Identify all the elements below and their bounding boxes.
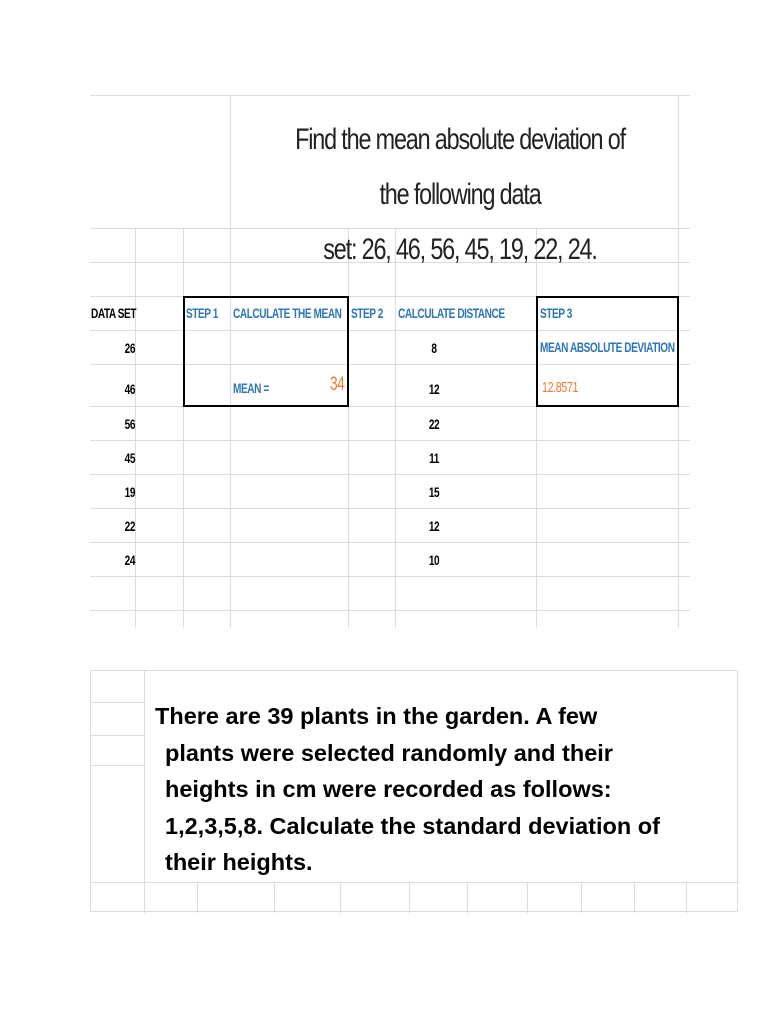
grid-line <box>91 735 144 736</box>
grid-line <box>340 882 341 913</box>
problem-line: There are 39 plants in the garden. A few <box>155 703 598 729</box>
grid-line <box>91 702 144 703</box>
data-value: 19 <box>124 484 135 500</box>
grid-line <box>90 95 690 96</box>
grid-line <box>197 882 198 913</box>
header-calculate-mean: CALCULATE THE MEAN <box>233 305 342 321</box>
grid-line <box>395 228 396 628</box>
data-value: 56 <box>124 416 135 432</box>
grid-line <box>686 882 687 913</box>
header-data-set: DATA SET <box>91 305 137 321</box>
grid-line <box>144 671 145 913</box>
header-step3: STEP 3 <box>540 305 572 321</box>
data-value: 22 <box>124 518 135 534</box>
distance-value: 15 <box>428 484 440 500</box>
title-line-2: set: 26, 46, 56, 45, 19, 22, 24. <box>323 233 597 266</box>
distance-value: 8 <box>431 340 437 356</box>
data-value: 26 <box>124 340 135 356</box>
grid-line <box>527 882 528 913</box>
grid-line <box>91 765 144 766</box>
problem-paragraph <box>155 698 735 881</box>
grid-line <box>135 228 136 628</box>
title-line-1: Find the mean absolute deviation of the following data <box>295 123 625 211</box>
grid-line <box>90 440 690 441</box>
grid-line <box>536 228 537 628</box>
problem-line: 1,2,3,5,8. Calculate the standard deviation of <box>165 812 660 839</box>
data-value: 45 <box>124 450 135 466</box>
distance-value: 12 <box>428 381 440 397</box>
grid-line <box>90 474 690 475</box>
grid-line <box>581 882 582 913</box>
grid-line <box>348 228 349 628</box>
problem-line: plants were selected randomly and their <box>165 739 613 766</box>
grid-line <box>90 576 690 577</box>
problem-line: heights in cm were recorded as follows: <box>165 776 612 802</box>
grid-line <box>90 542 690 543</box>
problem-title <box>281 112 640 277</box>
distance-value: 11 <box>429 450 439 466</box>
data-value: 24 <box>124 552 135 568</box>
grid-line <box>634 882 635 913</box>
distance-value: 22 <box>428 416 440 432</box>
distance-value: 10 <box>428 552 440 568</box>
data-value: 46 <box>124 381 135 397</box>
grid-line <box>90 610 690 611</box>
header-step2: STEP 2 <box>351 305 383 321</box>
grid-line <box>90 508 690 509</box>
grid-line <box>409 882 410 913</box>
mean-value: 34 <box>330 374 345 395</box>
grid-line <box>274 882 275 913</box>
problem-line: their heights. <box>165 849 313 875</box>
grid-line <box>183 228 184 628</box>
header-mad-label: MEAN ABSOLUTE DEVIATION <box>540 339 675 355</box>
mad-value: 12.8571 <box>542 379 579 396</box>
header-step1: STEP 1 <box>186 305 218 321</box>
grid-line <box>467 882 468 913</box>
header-calculate-distance: CALCULATE DISTANCE <box>398 305 505 321</box>
mean-label: MEAN = <box>233 380 269 396</box>
distance-value: 12 <box>428 518 440 534</box>
grid-line <box>91 882 739 883</box>
